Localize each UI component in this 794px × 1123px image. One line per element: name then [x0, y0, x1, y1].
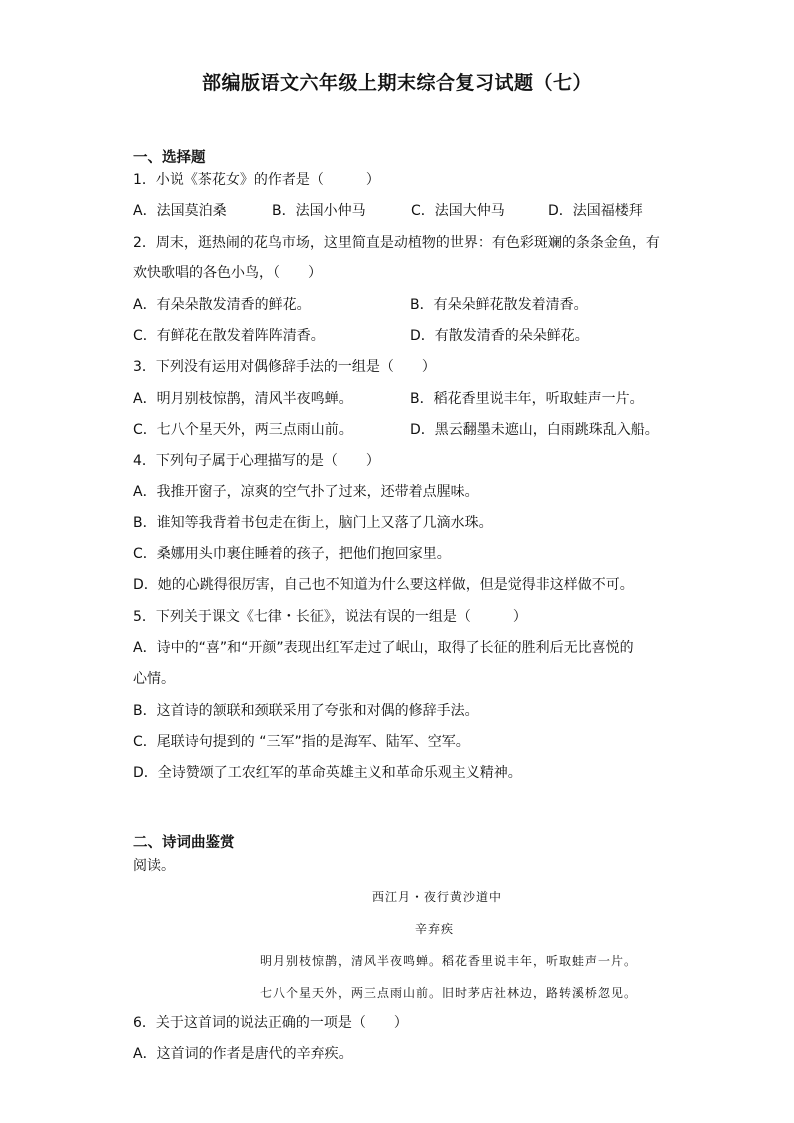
question-1-stem: 1．小说《茶花女》的作者是（ ）	[133, 172, 380, 188]
question-5-option-b: B．这首诗的颔联和颈联采用了夸张和对偶的修辞手法。	[133, 703, 479, 719]
question-2-option-a: A．有朵朵散发清香的鲜花。	[133, 297, 311, 313]
question-2-stem-line2: 欢快歌唱的各色小鸟，（ ）	[133, 265, 322, 281]
poem-title: 西江月・夜行黄沙道中	[372, 890, 503, 904]
poem-line-1: 明月别枝惊鹊，清风半夜鸣蝉。稻花香里说丰年，听取蛙声一片。	[260, 954, 638, 968]
question-4-option-c: C．桑娜用头巾裹住睡着的孩子，把他们抱回家里。	[133, 546, 451, 562]
question-2-option-b: B．有朵朵鲜花散发着清香。	[410, 297, 588, 313]
page-title: 部编版语文六年级上期末综合复习试题（七）	[201, 72, 592, 94]
question-2-stem-line1: 2．周末，逛热闹的花鸟市场，这里简直是动植物的世界：有色彩斑斓的条条金鱼，有	[133, 235, 660, 251]
question-5-option-a-line2: 心情。	[133, 671, 175, 687]
question-4-stem: 4．下列句子属于心理描写的是（ ）	[133, 453, 380, 469]
question-4-option-d: D．她的心跳得很厉害，自己也不知道为什么要这样做，但是觉得非这样做不可。	[133, 577, 634, 593]
section-heading-poetry: 二、诗词曲鉴赏	[133, 835, 235, 851]
question-3-option-a: A．明月别枝惊鹊，清风半夜鸣蝉。	[133, 391, 353, 407]
question-4-option-b: B．谁知等我背着书包走在街上，脑门上又落了几滴水珠。	[133, 515, 493, 531]
reading-intro: 阅读。	[133, 858, 175, 874]
question-5-stem: 5．下列关于课文《七律・长征》，说法有误的一组是（ ）	[133, 609, 527, 625]
question-2-option-c: C．有鲜花在散发着阵阵清香。	[133, 328, 325, 344]
question-1-option-c: C．法国大仲马	[411, 203, 505, 219]
section-heading-choice: 一、选择题	[133, 150, 206, 166]
question-6-stem: 6．关于这首词的说法正确的一项是（ ）	[133, 1015, 408, 1031]
question-3-stem: 3．下列没有运用对偶修辞手法的一组是（ ）	[133, 359, 436, 375]
question-1-option-a: A．法国莫泊桑	[133, 203, 227, 219]
question-3-option-b: B．稻花香里说丰年，听取蛙声一片。	[410, 391, 644, 407]
question-6-option-a: A．这首词的作者是唐代的辛弃疾。	[133, 1046, 353, 1062]
poem-line-2: 七八个星天外，两三点雨山前。旧时茅店社林边，路转溪桥忽见。	[260, 986, 638, 1000]
question-1-option-b: B．法国小仲马	[272, 203, 366, 219]
question-4-option-a: A．我推开窗子，凉爽的空气扑了过来，还带着点腥味。	[133, 484, 479, 500]
question-5-option-c: C．尾联诗句提到的 “三军”指的是海军、陆军、空军。	[133, 734, 470, 750]
question-2-option-d: D．有散发清香的朵朵鲜花。	[410, 328, 589, 344]
question-5-option-d: D．全诗赞颂了工农红军的革命英雄主义和革命乐观主义精神。	[133, 765, 522, 781]
poem-author: 辛弃疾	[415, 922, 455, 936]
question-3-option-c: C．七八个星天外，两三点雨山前。	[133, 422, 353, 438]
question-3-option-d: D．黑云翻墨未遮山，白雨跳珠乱入船。	[410, 422, 659, 438]
question-1-option-d: D．法国福楼拜	[548, 203, 643, 219]
question-5-option-a-line1: A．诗中的“喜”和“开颜”表现出红军走过了岷山，取得了长征的胜利后无比喜悦的	[133, 640, 634, 656]
